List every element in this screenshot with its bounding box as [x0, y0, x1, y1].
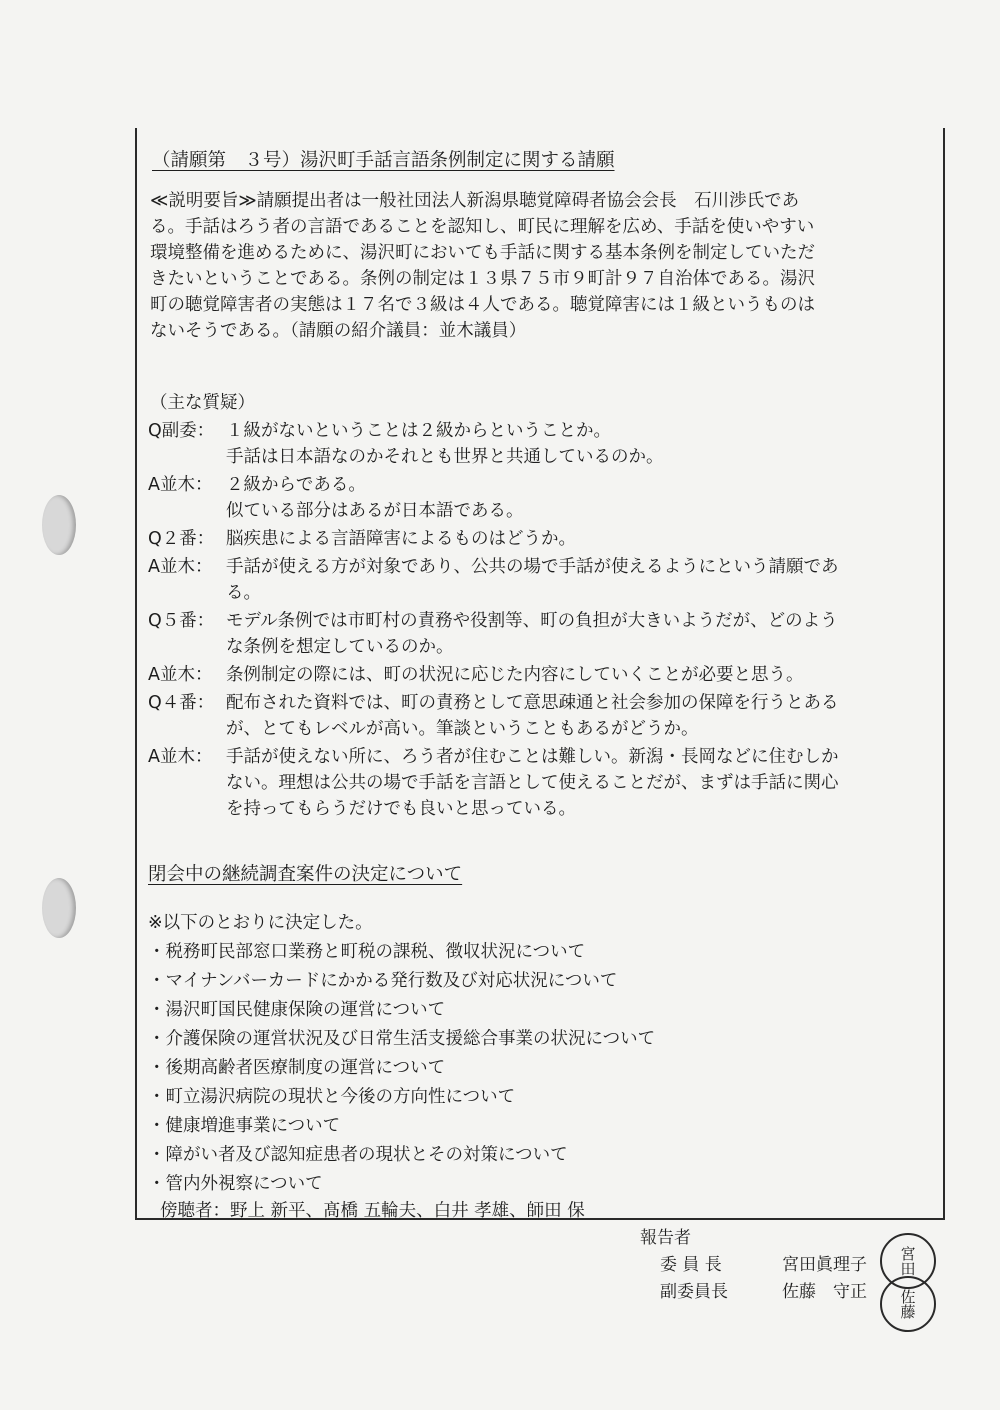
section-heading: 閉会中の継続調査案件の決定について	[148, 864, 463, 885]
qa-line: を持ってもらうだけでも良いと思っている。	[226, 799, 576, 819]
qa-heading: （主な質疑）	[150, 393, 255, 413]
investigation-list	[148, 939, 938, 1197]
qa-line: １級がないということは２級からということか。	[226, 421, 611, 441]
chair-title: 委 員 長	[660, 1255, 722, 1275]
list-item: ・湯沢町国民健康保険の運営について	[148, 1000, 446, 1020]
qa-list	[148, 418, 938, 822]
petition-title: （請願第 ３号）湯沢町手話言語条例制定に関する請願	[152, 150, 615, 171]
qa-item	[148, 526, 938, 552]
qa-line: 手話が使える方が対象であり、公共の場で手話が使えるようにという請願であ	[226, 557, 839, 577]
qa-speaker: Q２番：	[148, 529, 215, 549]
list-item: ・税務町民部窓口業務と町税の課税、徴収状況について	[148, 942, 586, 962]
qa-item	[148, 608, 938, 660]
qa-speaker: A並木：	[148, 475, 213, 495]
chair-name: 宮田眞理子	[782, 1255, 867, 1275]
qa-line: 手話は日本語なのかそれとも世界と共通しているのか。	[226, 447, 664, 467]
summary-line: ないそうである。（請願の紹介議員：並木議員）	[150, 321, 527, 341]
punch-hole-bottom	[42, 878, 76, 938]
reporter-label: 報告者	[640, 1228, 691, 1248]
punch-hole-top	[42, 495, 76, 555]
list-item: ・健康増進事業について	[148, 1116, 341, 1136]
qa-line: 配布された資料では、町の責務として意思疎通と社会参加の保障を行うとある	[226, 693, 839, 713]
list-item: ・後期高齢者医療制度の運営について	[148, 1058, 446, 1078]
list-item: ・管内外視察について	[148, 1174, 323, 1194]
qa-speaker: Q４番：	[148, 693, 215, 713]
seal-stamp: 宮田	[880, 1233, 936, 1289]
vice-chair-title: 副委員長	[660, 1282, 728, 1302]
summary-line: 環境整備を進めるために、湯沢町においても手話に関する基本条例を制定していただ	[150, 243, 815, 263]
qa-speaker: A並木：	[148, 747, 213, 767]
qa-speaker: A並木：	[148, 557, 213, 577]
qa-line: ない。理想は公共の場で手話を言語として使えることだが、まずは手話に関心	[226, 773, 839, 793]
qa-item	[148, 744, 938, 822]
qa-line: 手話が使えない所に、ろう者が住むことは難しい。新潟・長岡などに住むしか	[226, 747, 839, 767]
section-lead: ※以下のとおりに決定した。	[148, 913, 373, 933]
list-item: ・障がい者及び認知症患者の現状とその対策について	[148, 1145, 568, 1165]
summary-line: きたいということである。条例の制定は１３県７５市９町計９７自治体である。湯沢	[150, 269, 815, 289]
qa-line: 条例制定の際には、町の状況に応じた内容にしていくことが必要と思う。	[226, 665, 804, 685]
qa-item	[148, 662, 938, 688]
qa-item	[148, 418, 938, 470]
list-item: ・介護保険の運営状況及び日常生活支援総合事業の状況について	[148, 1029, 656, 1049]
qa-line: 脳疾患による言語障害によるものはどうか。	[226, 529, 576, 549]
qa-speaker: A並木：	[148, 665, 213, 685]
summary-block	[148, 188, 938, 344]
qa-line: 似ている部分はあるが日本語である。	[226, 501, 524, 521]
seal-stamp: 佐藤	[880, 1276, 936, 1332]
list-item: ・マイナンバーカードにかかる発行数及び対応状況について	[148, 971, 618, 991]
qa-line: な条例を想定しているのか。	[226, 637, 454, 657]
qa-line: モデル条例では市町村の責務や役割等、町の負担が大きいようだが、どのよう	[226, 611, 838, 631]
summary-line: 町の聴覚障害者の実態は１７名で３級は４人である。聴覚障害には１級というものは	[150, 295, 815, 315]
qa-line: ２級からである。	[226, 475, 366, 495]
attendees-line: 傍聴者：野上 新平、髙橋 五輪夫、白井 孝雄、師田 保	[160, 1201, 585, 1221]
qa-line: が、とてもレベルが高い。筆談ということもあるがどうか。	[226, 719, 699, 739]
qa-item	[148, 554, 938, 606]
qa-item	[148, 472, 938, 524]
list-item: ・町立湯沢病院の現状と今後の方向性について	[148, 1087, 516, 1107]
qa-line: る。	[226, 583, 261, 603]
qa-speaker: Q５番：	[148, 611, 215, 631]
document-body	[148, 140, 938, 1197]
qa-speaker: Q副委：	[148, 421, 215, 441]
qa-item	[148, 690, 938, 742]
summary-line: る。手話はろう者の言語であることを認知し、町民に理解を広め、手話を使いやすい	[150, 217, 815, 237]
summary-line: ≪説明要旨≫請願提出者は一般社団法人新潟県聴覚障碍者協会会長 石川渉氏であ	[150, 191, 800, 211]
vice-chair-name: 佐藤 守正	[782, 1282, 867, 1302]
